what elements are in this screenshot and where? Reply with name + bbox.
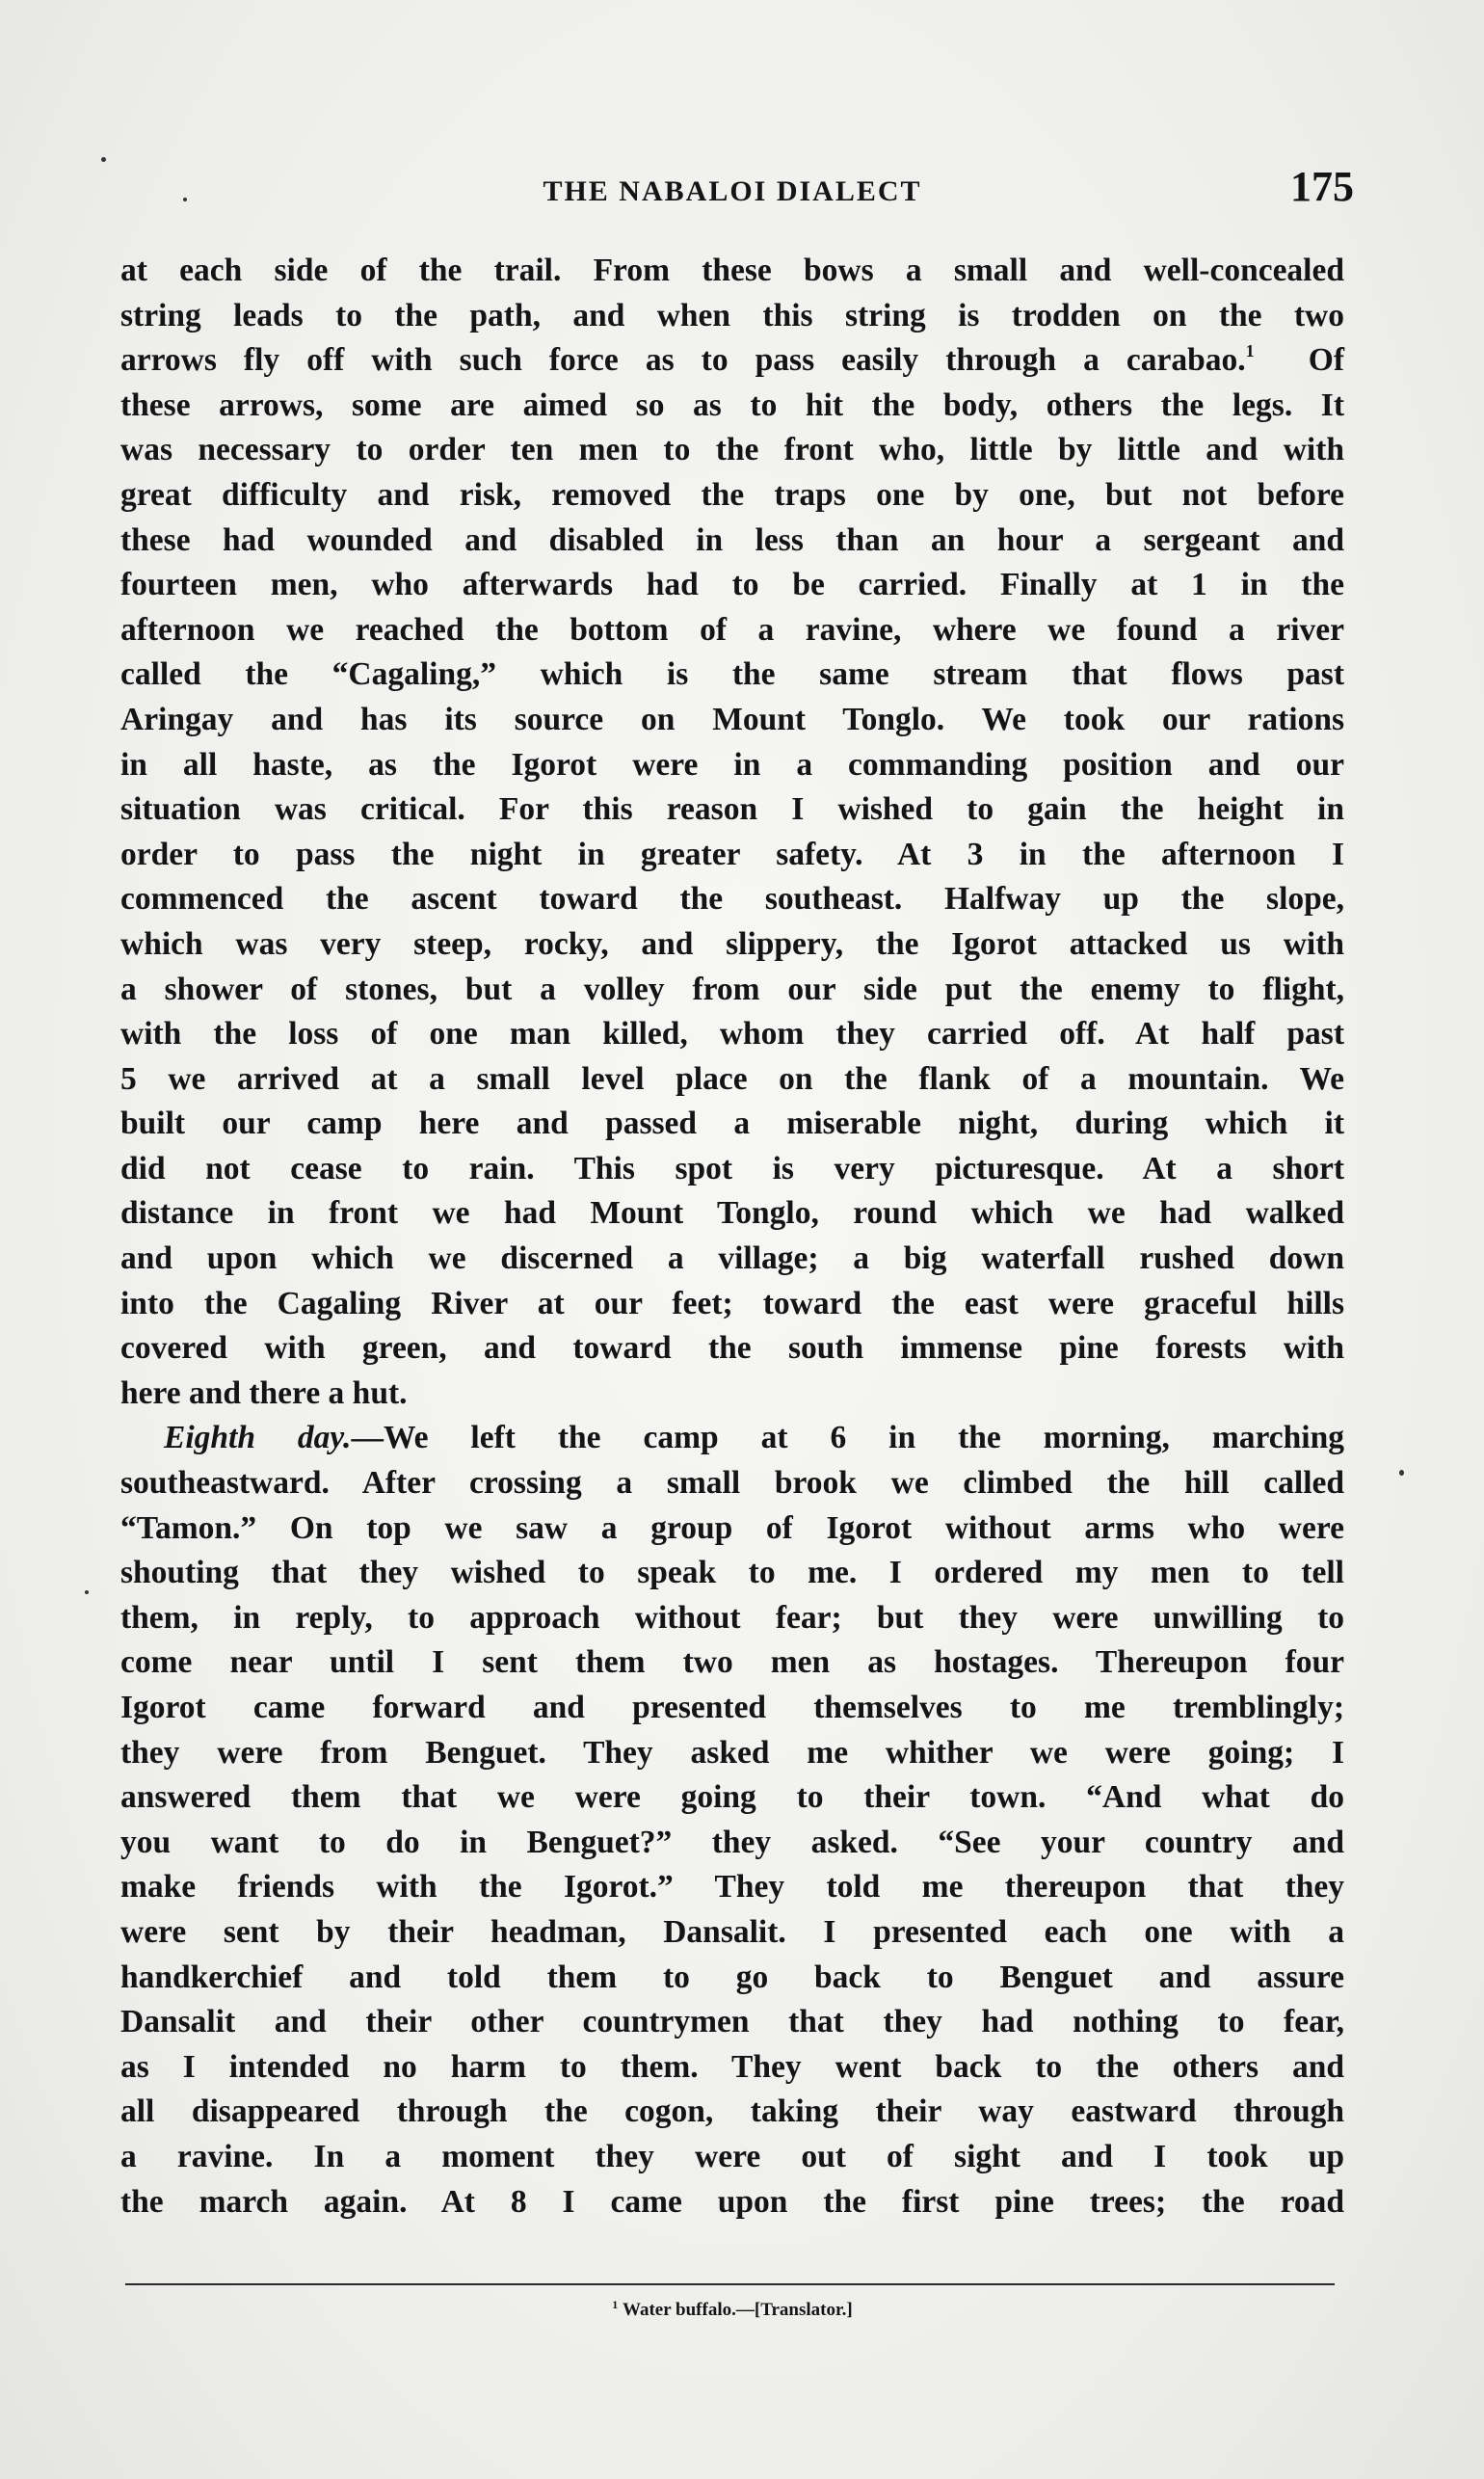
- ink-speck: [1399, 1470, 1404, 1476]
- ink-speck: [85, 1590, 89, 1594]
- text-line: as I intended no harm to them. They went back to the others and: [120, 2048, 1344, 2085]
- section-heading-eighth-day: Eighth day.: [164, 1420, 352, 1456]
- text-line: Igorot came forward and presented themselves to me tremblingly;: [120, 1690, 1344, 1725]
- text-line: answered them that we were going to their town. “And what do: [120, 1779, 1344, 1816]
- text-line: southeastward. After crossing a small brook we climbed the hill called: [120, 1465, 1344, 1502]
- text-line: 5 we arrived at a small level place on the flank of a mountain. We: [120, 1060, 1344, 1097]
- text-line: [120, 1416, 1344, 1461]
- footnote: [120, 2298, 1344, 2321]
- text-line: Dansalit and their other countrymen that they had nothing to fear,: [120, 2004, 1344, 2040]
- text-line: with the loss of one man killed, whom they carried off. At half past: [120, 1016, 1344, 1053]
- text-line: string leads to the path, and when this string is trodden on the two: [120, 297, 1344, 333]
- text-line: was necessary to order ten men to the front who, little by little and with: [120, 432, 1344, 468]
- text-line: them, in reply, to approach without fear; but they were unwilling to: [120, 1599, 1344, 1636]
- text-line: order to pass the night in greater safety. At 3 in the afternoon I: [120, 836, 1344, 872]
- text-line: covered with green, and toward the south immense pine forests with: [120, 1330, 1344, 1367]
- text-line: afternoon we reached the bottom of a ravine, where we found a river: [120, 611, 1344, 648]
- footnote-mark: 1: [612, 2298, 619, 2311]
- text-line: into the Cagaling River at our feet; toward the east were graceful hills: [120, 1285, 1344, 1321]
- footnote-divider: [125, 2283, 1335, 2285]
- text-line: in all haste, as the Igorot were in a commanding position and our: [120, 746, 1344, 783]
- text-line: which was very steep, rocky, and slippery, the Igorot attacked us with: [120, 925, 1344, 962]
- text-line: here and there a hut.: [120, 1374, 408, 1411]
- text-line: these arrows, some are aimed so as to hit the body, others the legs. It: [120, 387, 1344, 423]
- text-line: come near until I sent them two men as hostages. Thereupon four: [120, 1644, 1344, 1681]
- text-line: you want to do in Benguet?” they asked. “See your country and: [120, 1824, 1344, 1860]
- text-line: distance in front we had Mount Tonglo, round which we had walked: [120, 1195, 1344, 1232]
- text-line: commenced the ascent toward the southeast. Halfway up the slope,: [120, 881, 1344, 918]
- running-head: THE NABALOI DIALECT: [543, 175, 922, 207]
- page-number: 175: [1290, 163, 1354, 210]
- text-line: these had wounded and disabled in less than an hour a sergeant and: [120, 521, 1344, 558]
- text-line: at each side of the trail. From these bows a small and well-concealed: [120, 253, 1344, 288]
- text-line: a ravine. In a moment they were out of sight and I took up: [120, 2138, 1344, 2174]
- text-line: built our camp here and passed a miserable night, during which it: [120, 1106, 1344, 1142]
- text-line: and upon which we discerned a village; a big waterfall rushed down: [120, 1240, 1344, 1277]
- text-line: did not cease to rain. This spot is very picturesque. At a short: [120, 1150, 1344, 1186]
- text-line: Aringay and has its source on Mount Tonglo. We took our rations: [120, 701, 1344, 737]
- text-line-tail: Of: [1308, 342, 1345, 379]
- text-line: shouting that they wished to speak to me. I ordered my men to tell: [120, 1555, 1344, 1591]
- text-line: great difficulty and risk, removed the traps one by one, but not before: [120, 476, 1344, 513]
- page-header: [120, 162, 1354, 220]
- text-line-main: —We left the camp at 6 in the morning, marching: [351, 1420, 1344, 1456]
- text-line: all disappeared through the cogon, taking their way eastward through: [120, 2093, 1344, 2130]
- text-line: the march again. At 8 I came upon the first pine trees; the road: [120, 2183, 1344, 2220]
- text-line: were sent by their headman, Dansalit. I presented each one with a: [120, 1913, 1344, 1950]
- text-line: fourteen men, who afterwards had to be carried. Finally at 1 in the: [120, 567, 1344, 603]
- text-line-main: arrows fly off with such force as to pass easily through a carabao.: [120, 342, 1246, 379]
- footnote-reference: 1: [1245, 341, 1255, 361]
- footnote-text: Water buffalo.—[Translator.]: [623, 2300, 853, 2320]
- text-line: make friends with the Igorot.” They told me thereupon that they: [120, 1869, 1344, 1906]
- ink-speck: [101, 157, 106, 162]
- text-line: called the “Cagaling,” which is the same stream that flows past: [120, 656, 1344, 693]
- body-text: [120, 249, 1344, 2225]
- text-line: a shower of stones, but a volley from our side put the enemy to flight,: [120, 971, 1344, 1007]
- text-line: they were from Benguet. They asked me whither we were going; I: [120, 1734, 1344, 1771]
- text-line: situation was critical. For this reason I wished to gain the height in: [120, 791, 1344, 828]
- text-line: [120, 338, 1344, 384]
- text-line: handkerchief and told them to go back to Benguet and assure: [120, 1959, 1344, 1995]
- text-line: “Tamon.” On top we saw a group of Igorot without arms who were: [120, 1509, 1344, 1546]
